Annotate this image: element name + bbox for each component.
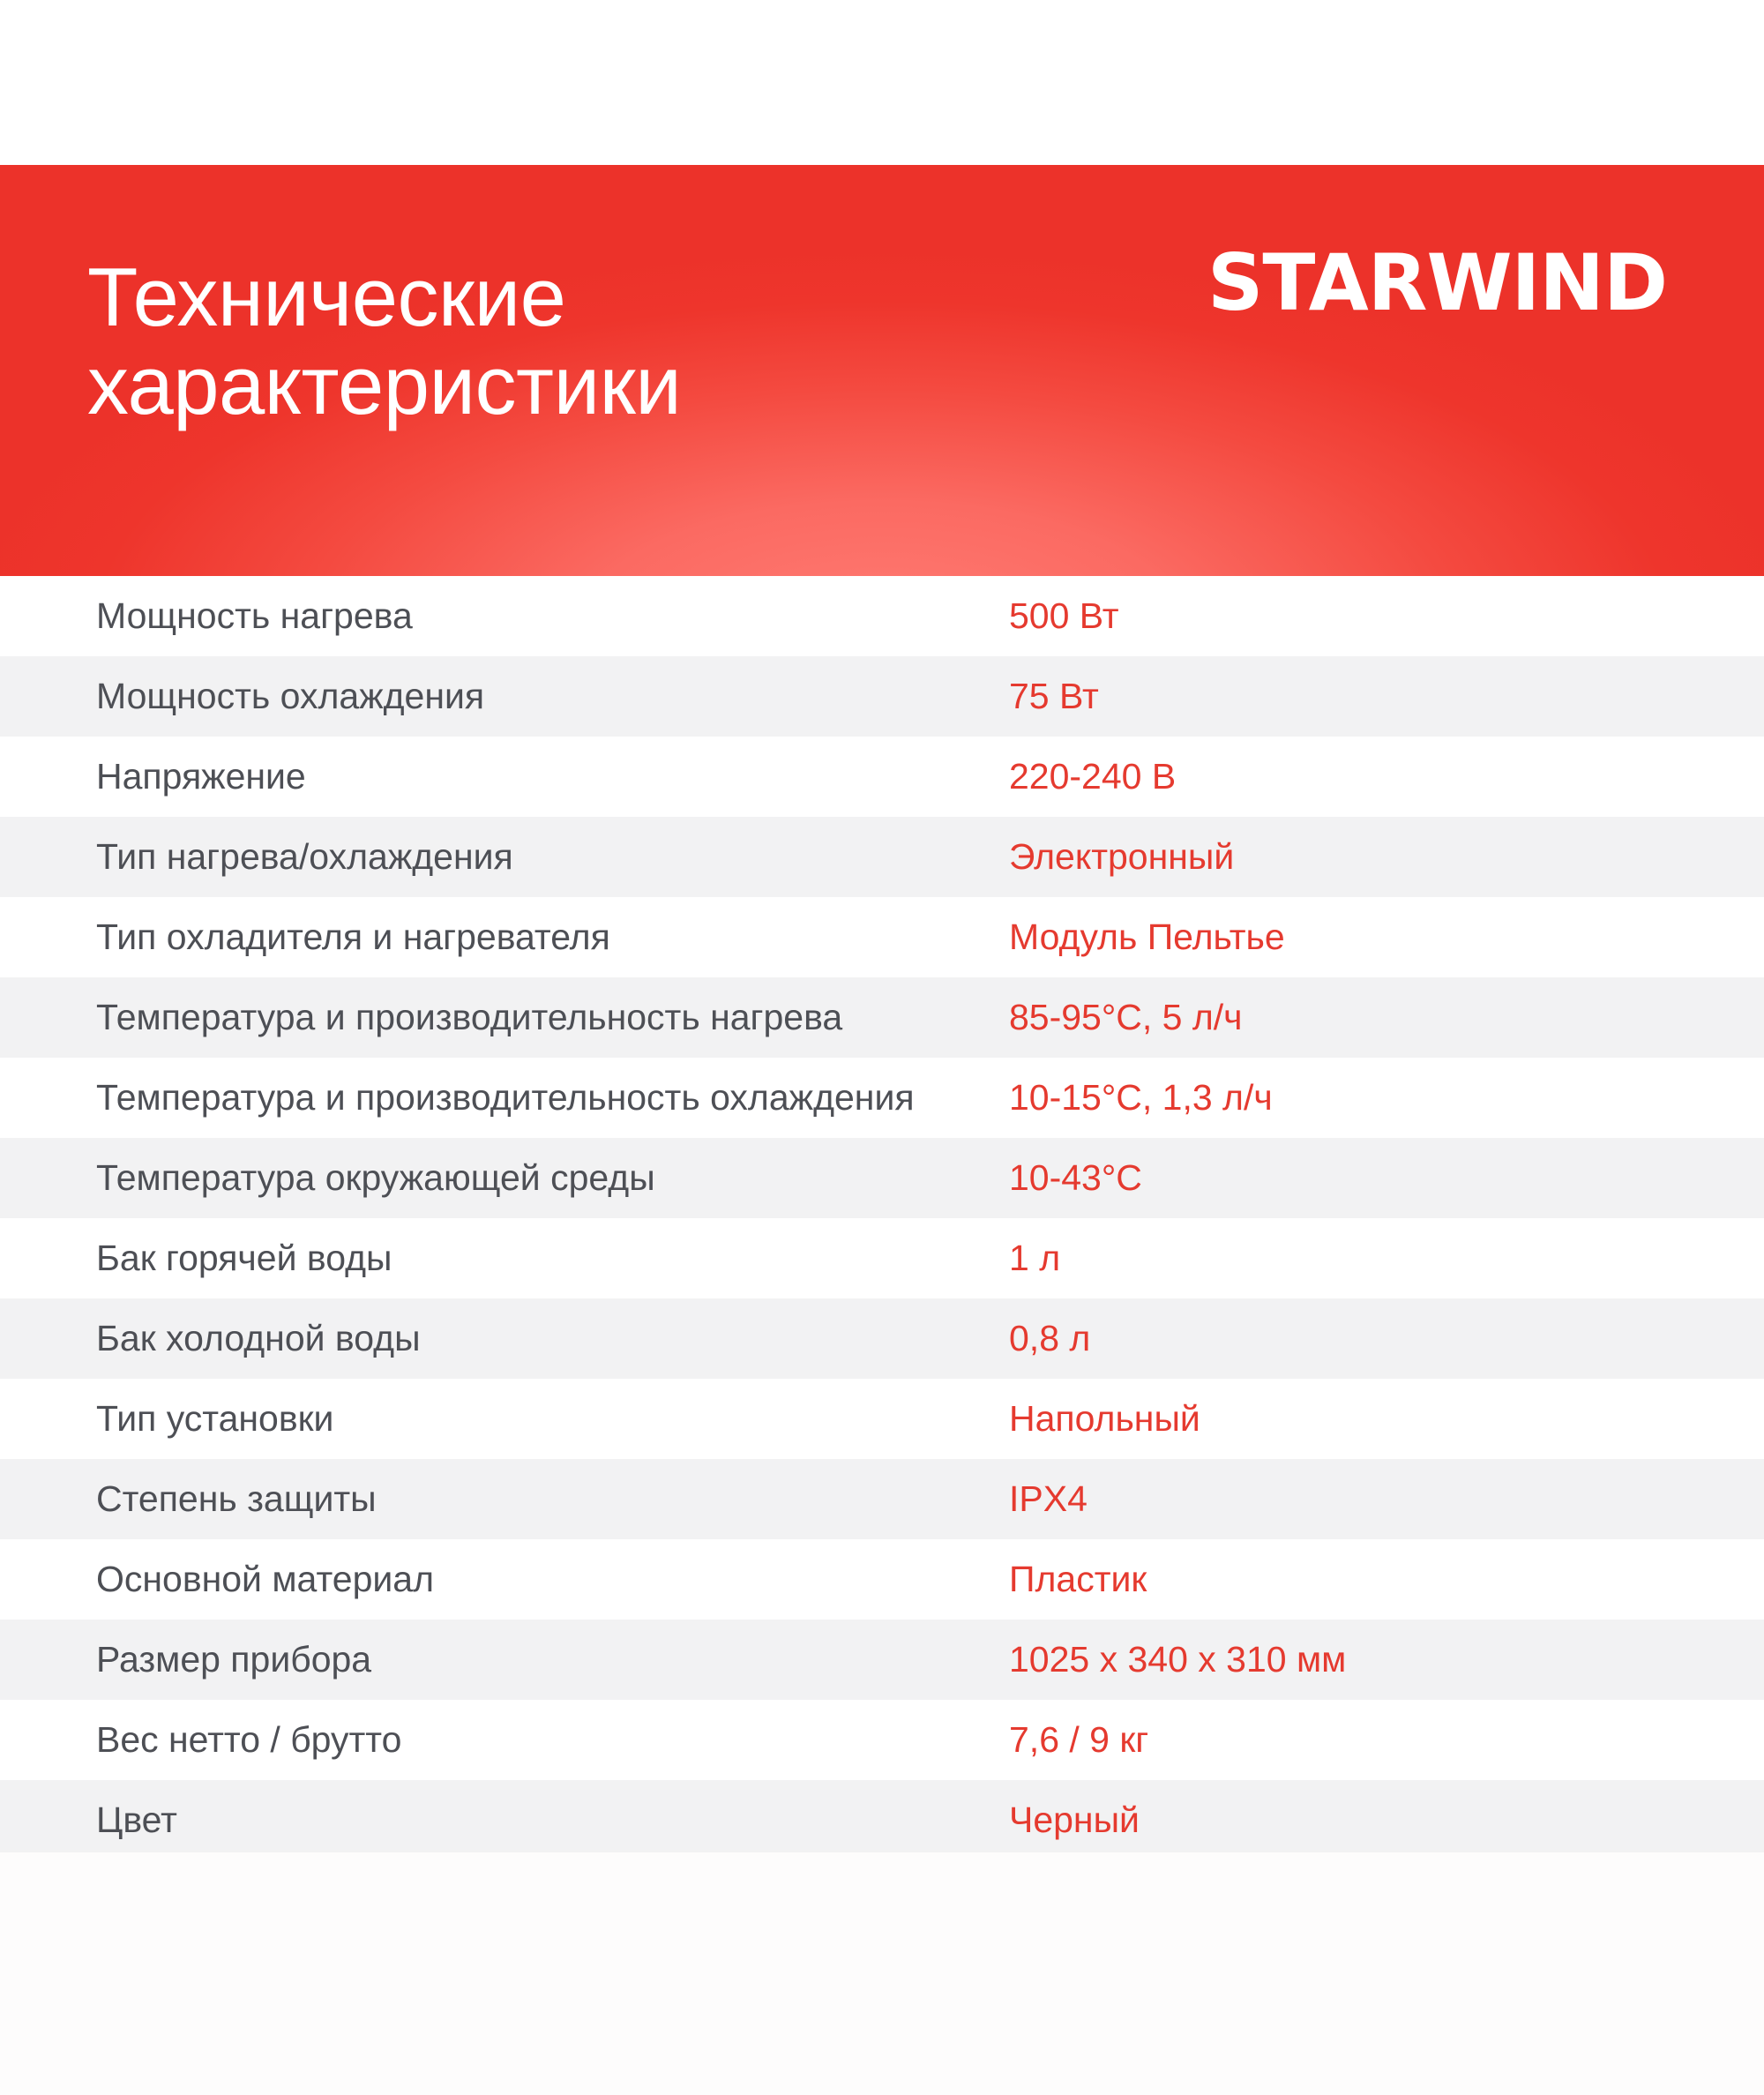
bottom-margin	[0, 1852, 1764, 2095]
spec-label: Напряжение	[96, 756, 306, 797]
spec-label: Тип установки	[96, 1398, 334, 1439]
spec-label: Температура и производительность нагрева	[96, 997, 843, 1037]
header-banner	[0, 165, 1764, 576]
spec-label: Мощность нагрева	[96, 595, 413, 636]
spec-value: Модуль Пельтье	[1009, 917, 1285, 957]
spec-label: Мощность охлаждения	[96, 676, 485, 716]
spec-value: 75 Вт	[1009, 676, 1099, 716]
spec-row	[0, 977, 1764, 1058]
spec-label: Бак горячей воды	[96, 1238, 392, 1278]
spec-label: Основной материал	[96, 1559, 434, 1599]
spec-label: Размер прибора	[96, 1639, 372, 1680]
spec-row	[0, 576, 1764, 656]
spec-value: Пластик	[1009, 1559, 1147, 1599]
spec-row	[0, 1298, 1764, 1379]
specs-table	[0, 576, 1764, 1860]
spec-value: 220-240 В	[1009, 756, 1177, 797]
spec-label: Температура и производительность охлаждения	[96, 1077, 915, 1118]
spec-value: Черный	[1009, 1799, 1140, 1840]
spec-label: Температура окружающей среды	[96, 1157, 655, 1198]
spec-label: Тип охладителя и нагревателя	[96, 917, 610, 957]
spec-label: Тип нагрева/охлаждения	[96, 836, 513, 877]
spec-value: IPX4	[1009, 1478, 1088, 1519]
spec-row	[0, 817, 1764, 897]
spec-label: Вес нетто / брутто	[96, 1719, 402, 1760]
spec-row	[0, 1058, 1764, 1138]
spec-row	[0, 656, 1764, 737]
spec-label: Бак холодной воды	[96, 1318, 421, 1358]
spec-value: 0,8 л	[1009, 1318, 1091, 1358]
spec-value: 85-95°C, 5 л/ч	[1009, 997, 1243, 1037]
spec-label: Степень защиты	[96, 1478, 377, 1519]
spec-row	[0, 737, 1764, 817]
spec-value: Электронный	[1009, 836, 1235, 877]
spec-row	[0, 1379, 1764, 1459]
spec-value: 10-43°C	[1009, 1157, 1142, 1198]
spec-value: 500 Вт	[1009, 595, 1119, 636]
spec-row	[0, 1700, 1764, 1780]
page-title-line-1: Технические	[87, 251, 566, 343]
spec-row	[0, 1218, 1764, 1298]
spec-value: 1 л	[1009, 1238, 1061, 1278]
spec-value: 1025 х 340 х 310 мм	[1009, 1639, 1347, 1680]
spec-row	[0, 1459, 1764, 1539]
spec-value: Напольный	[1009, 1398, 1200, 1439]
spec-row	[0, 897, 1764, 977]
spec-row	[0, 1620, 1764, 1700]
page-title	[87, 253, 681, 430]
top-margin	[0, 0, 1764, 165]
brand-logo: STARWIND	[1207, 237, 1667, 328]
spec-row	[0, 1780, 1764, 1860]
spec-row	[0, 1138, 1764, 1218]
spec-row	[0, 1539, 1764, 1620]
spec-value: 7,6 / 9 кг	[1009, 1719, 1149, 1760]
spec-value: 10-15°C, 1,3 л/ч	[1009, 1077, 1273, 1118]
page-title-line-2: характеристики	[87, 339, 682, 431]
spec-label: Цвет	[96, 1799, 177, 1840]
